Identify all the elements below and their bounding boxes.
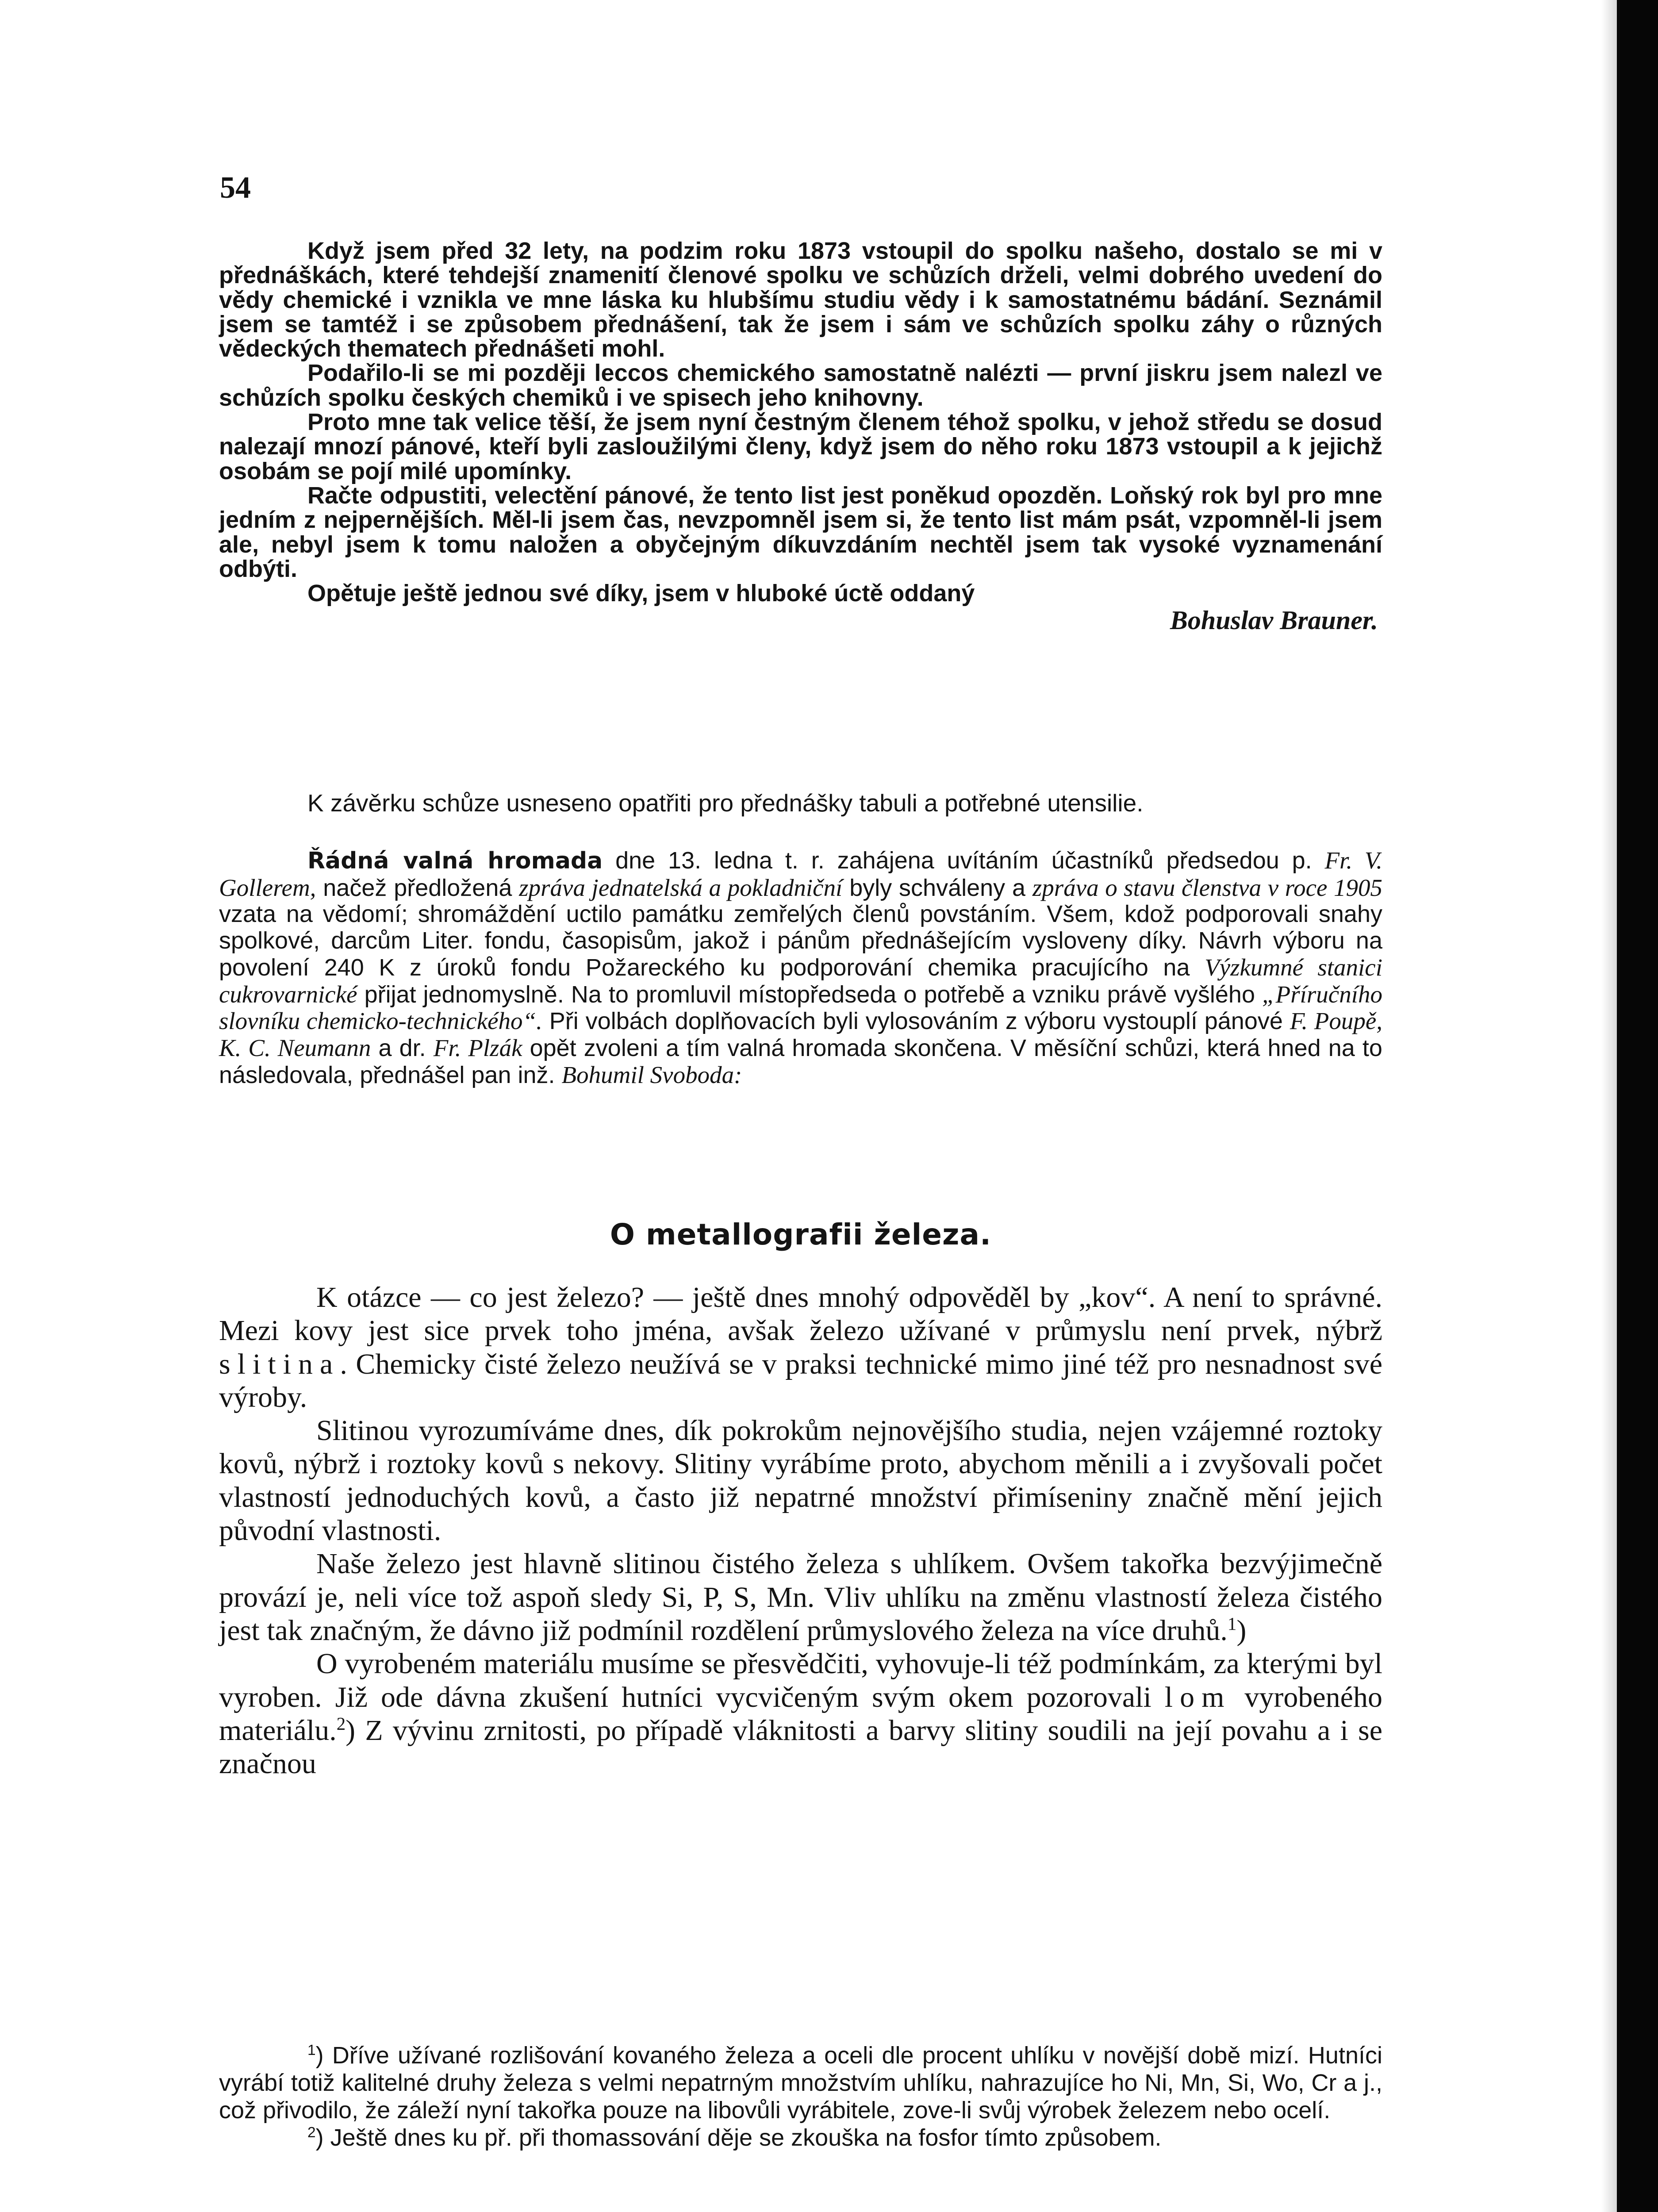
letter-paragraph: Opětuje ještě jednou své díky, jsem v hluboké úctě oddaný <box>307 580 975 607</box>
meeting-text: vzata na vědomí; shromáždění uctilo památku zemřelých členů povstáním. Všem, kdož podporovali snahy spolkové, darcům Liter. fondu, časopisům, jakož i pánům přednášejícím vysloveny díky. Návrh výboru na povolení 240 K z úroků fondu Požareckého ku podporování chemika pracujícího na <box>219 901 1382 981</box>
letter-paragraph: Proto mne tak velice těší, že jsem nyní čestným členem téhož spolku, v jehož středu se dosud nalezají mnozí pánové, kteří byli zasloužilými členy, když jsem do něho roku 1873 vstoupil a k jejichž osobám se pojí milé upomínky. <box>219 409 1382 484</box>
footnote-text: ) Dříve užívané rozlišování kovaného železa a oceli dle procent uhlíku v novější době mizí. Hutníci vyrábí totiž kalitelné druhy železa s velmi nepatrným množstvím uhlíku, nahrazujíce ho Ni, Mn, Si, Wo, Cr a j., což přivodilo, že záleží nyní takořka pouze na libovůli vyrábitele, zove-li svůj výrobek železem nebo ocelí. <box>219 2042 1382 2124</box>
footnote-ref-paren: ) <box>345 1714 356 1747</box>
footnote-ref: 1 <box>1227 1613 1237 1634</box>
letter-signature: Bohuslav Brauner. <box>1170 606 1378 635</box>
article-text: K otázce — co jest železo? — ještě dnes mnohý odpověděl by „kov“. A není to správné. Mezi kovy jest sice prvek toho jména, avšak železo užívané v průmyslu není prvek, nýbrž <box>219 1281 1382 1347</box>
article-body <box>219 1281 1382 1780</box>
letter-paragraph: Když jsem před 32 lety, na podzim roku 1873 vstoupil do spolku našeho, dostalo se mi v přednáškách, které tehdejší znamenití členové spolku ve schůzích drželi, velmi dobrého uvedení do vědy chemické i vznikla ve mne láska ku hlubšímu studiu vědy i k samostatnému bádání. Seznámil jsem se tamtéž i se způsobem přednášení, tak že jsem i sám ve schůzích spolku záhy o různých vědeckých thematech přednášeti mohl. <box>219 238 1382 362</box>
article-text: O vyrobeném materiálu musíme se přesvědčiti, vyhovuje-li též podmínkám, za kterými byl vyroben. Již ode dávna zkušení hutníci vycvičeným svým okem pozorovali <box>219 1647 1382 1713</box>
footnote-ref: 2 <box>336 1713 346 1734</box>
meeting-report <box>219 847 1382 1088</box>
closing-note: K závěrku schůze usneseno opatřiti pro přednášky tabuli a potřebné utensilie. <box>307 789 1144 817</box>
report-title: zpráva jednatelská a pokladniční <box>519 874 843 901</box>
meeting-title: Řádná valná hromada <box>307 848 603 874</box>
emphasis-text: slitina <box>219 1348 340 1380</box>
footnote-text: ) Ještě dnes ku př. při thomassování děje se zkouška na fosfor tímto způsobem. <box>315 2124 1162 2151</box>
article-paragraph: Slitinou vyrozumíváme dnes, dík pokrokům nejnovějšího studia, nejen vzájemné roztoky kovů, nýbrž i roztoky kovů s nekovy. Slitiny vyrábíme proto, abychom měnili a i zvyšovali počet vlastností jednoduchých kovů, a často již nepatrné množství přimíseniny značně mění jejich původní vlastnosti. <box>219 1414 1382 1547</box>
meeting-text: načež předložená <box>316 874 519 901</box>
report-title: zpráva o stavu členstva v roce 1905 <box>1032 874 1382 901</box>
letter-paragraph: Račte odpustiti, velectění pánové, že tento list jest poněkud opozděn. Loňský rok byl pro mne jedním z nejpernějších. Měl-li jsem čas, nevzpomněl jsem si, že tento list mám psát, vzpomněl-li jsem ale, nebyl jsem k tomu naložen a obyčejným díkuvzdáním nechtěl jsem tak vysoké vyznamenání odbýti. <box>219 482 1382 582</box>
page-number: 54 <box>220 171 251 205</box>
meeting-text: přijat jednomyslně. Na to promluvil místopředseda o potřebě a vzniku právě vyšlého <box>357 981 1263 1008</box>
article-text: Z vývinu zrnitosti, po případě vláknitosti a barvy slitiny soudili na její povahu a i se značnou <box>219 1714 1382 1780</box>
footnote <box>219 2042 1382 2124</box>
person-name: Fr. Plzák <box>433 1034 522 1061</box>
emphasis-text: lom <box>1164 1681 1232 1713</box>
person-name: Fr. V. Gollerem, <box>219 847 1382 901</box>
publication-title: „Příručního slovníku chemicko-technického“. <box>219 980 1382 1035</box>
article-paragraph <box>219 1547 1382 1647</box>
meeting-text: Při volbách doplňovacích byli vylosováním z výboru vystouplí pánové <box>542 1008 1290 1035</box>
scan-edge-border <box>1617 0 1658 2212</box>
footnote-mark: 2 <box>307 2124 316 2141</box>
article-text: vyrobeného materiálu. <box>219 1681 1382 1747</box>
article-text: . Chemicky čisté železo neužívá se v praksi technické mimo jiné též pro nesnadnost své výroby. <box>219 1348 1382 1413</box>
article-paragraph <box>219 1281 1382 1414</box>
scan-edge-shadow <box>1601 0 1617 2212</box>
letter-paragraph: Podařilo-li se mi později leccos chemického samostatně nalézti — první jiskru jsem nalezl ve schůzích spolku českých chemiků i ve spisech jeho knihovny. <box>219 360 1382 411</box>
institution-name: Výzkumné stanici cukrovarnické <box>219 953 1382 1008</box>
article-text: Naše železo jest hlavně slitinou čistého železa s uhlíkem. Ovšem takořka bezvýjimečně provází je, neli více tož aspoň sledy Si, P, S, Mn. Vliv uhlíku na změnu vlastností železa čistého jest tak značným, že dávno již podmínil rozdělení průmyslového železa na více druhů. <box>219 1548 1382 1647</box>
article-paragraph <box>219 1647 1382 1780</box>
article-title: O metallografii železa. <box>610 1217 992 1252</box>
meeting-text: a dr. <box>371 1034 434 1061</box>
person-names: F. Poupě, K. C. Neumann <box>219 1007 1383 1061</box>
meeting-text: byly schváleny a <box>842 874 1032 901</box>
meeting-text: dne 13. ledna t. r. zahájena uvítáním účastníků předsedou p. <box>603 847 1325 874</box>
footnote-mark: 1 <box>307 2042 316 2058</box>
meeting-text: opět zvoleni a tím valná hromada skončena. V měsíční schůzi, která hned na to následovala, přednášel pan inž. <box>219 1034 1382 1088</box>
footnotes <box>219 2042 1382 2151</box>
footnote <box>219 2124 1382 2151</box>
person-name: Bohumil Svoboda: <box>561 1061 742 1088</box>
letter-block <box>219 239 1382 633</box>
footnote-ref-paren: ) <box>1236 1614 1247 1647</box>
